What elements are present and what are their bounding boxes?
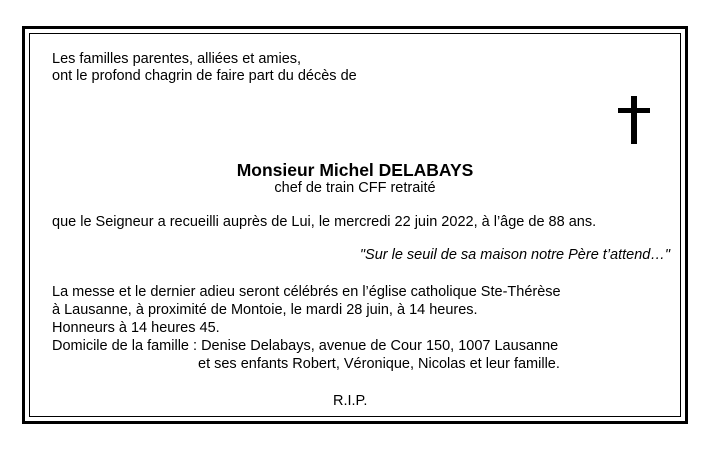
closing-rip: R.I.P. — [333, 393, 368, 409]
intro-line-2: ont le profond chagrin de faire part du décès de — [52, 68, 357, 84]
family-address: Domicile de la famille : Denise Delabays, avenue de Cour 150, 1007 Lausanne — [52, 338, 559, 354]
ceremony-line-2: à Lausanne, à proximité de Montoie, le mardi 28 juin, à 14 heures. — [52, 302, 478, 318]
ceremony-line-3: Honneurs à 14 heures 45. — [52, 320, 220, 336]
family-children: et ses enfants Robert, Véronique, Nicolas et leur famille. — [198, 356, 560, 372]
passing-statement: que le Seigneur a recueilli auprès de Lui, le mercredi 22 juin 2022, à l’âge de 88 ans. — [52, 214, 597, 230]
quote: "Sur le seuil de sa maison notre Père t’attend…" — [359, 247, 670, 263]
deceased-name: Monsieur Michel DELABAYS — [236, 160, 474, 180]
deceased-title: chef de train CFF retraité — [274, 180, 436, 196]
intro-line-1: Les familles parentes, alliées et amies, — [52, 51, 302, 67]
ceremony-line-1: La messe et le dernier adieu seront célébrés en l’église catholique Ste-Thérèse — [52, 284, 561, 300]
latin-cross-icon — [617, 96, 651, 144]
